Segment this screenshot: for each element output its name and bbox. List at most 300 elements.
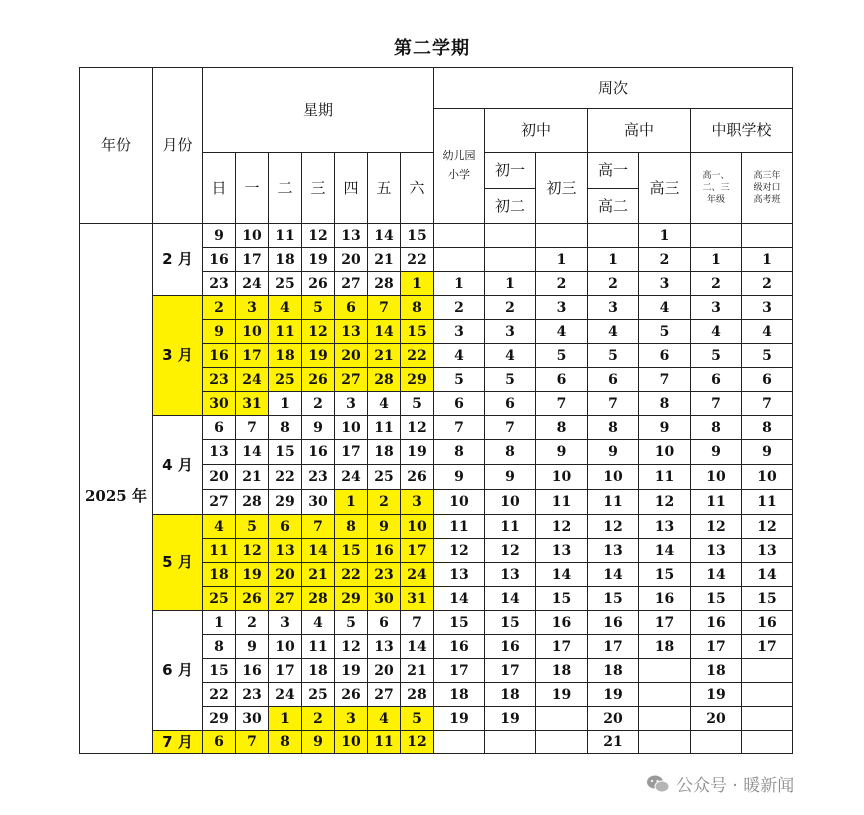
week-cell: 21 <box>588 731 639 754</box>
day-cell: 26 <box>302 272 335 296</box>
day-cell: 25 <box>269 272 302 296</box>
day-cell: 17 <box>401 539 434 563</box>
weekday-header: 日 <box>203 153 236 224</box>
day-cell: 16 <box>302 440 335 465</box>
week-cell: 1 <box>691 248 742 272</box>
week-cell: 17 <box>485 659 536 683</box>
week-cell: 1 <box>639 224 691 248</box>
week-cell: 7 <box>639 368 691 392</box>
week-cell: 5 <box>639 320 691 344</box>
day-cell: 5 <box>302 296 335 320</box>
week-cell: 14 <box>536 563 588 587</box>
week-cell <box>691 224 742 248</box>
day-cell: 11 <box>269 224 302 248</box>
week-cell: 15 <box>639 563 691 587</box>
week-cell: 12 <box>485 539 536 563</box>
day-cell: 12 <box>401 731 434 754</box>
day-cell: 17 <box>269 659 302 683</box>
day-cell: 9 <box>203 320 236 344</box>
day-cell: 9 <box>203 224 236 248</box>
week-cell: 17 <box>639 611 691 635</box>
week-cell <box>742 224 793 248</box>
day-cell: 15 <box>269 440 302 465</box>
day-cell: 2 <box>203 296 236 320</box>
weekday-header: 二 <box>269 153 302 224</box>
week-cell: 4 <box>588 320 639 344</box>
day-cell: 14 <box>236 440 269 465</box>
day-cell: 23 <box>302 465 335 490</box>
day-cell: 7 <box>236 416 269 440</box>
day-cell: 22 <box>401 344 434 368</box>
week-cell: 2 <box>742 272 793 296</box>
week-cell: 3 <box>639 272 691 296</box>
week-cell: 13 <box>691 539 742 563</box>
week-cell: 19 <box>485 707 536 731</box>
day-cell: 6 <box>203 731 236 754</box>
week-cell: 9 <box>536 440 588 465</box>
header-junior: 初中 <box>485 109 588 153</box>
day-cell: 9 <box>368 515 401 539</box>
week-cell: 9 <box>639 416 691 440</box>
week-cell: 15 <box>485 611 536 635</box>
week-cell: 5 <box>691 344 742 368</box>
day-cell: 4 <box>368 707 401 731</box>
day-cell: 19 <box>236 563 269 587</box>
week-cell <box>639 683 691 707</box>
week-cell: 8 <box>434 440 485 465</box>
day-cell: 29 <box>335 587 368 611</box>
week-cell: 14 <box>588 563 639 587</box>
month-label: 2 月 <box>153 224 203 296</box>
week-cell: 4 <box>536 320 588 344</box>
day-cell: 26 <box>236 587 269 611</box>
week-cell: 10 <box>639 440 691 465</box>
day-cell: 3 <box>401 490 434 515</box>
header-month: 月份 <box>153 68 203 224</box>
week-cell: 11 <box>639 465 691 490</box>
week-cell <box>485 224 536 248</box>
week-cell: 13 <box>485 563 536 587</box>
day-cell: 8 <box>269 416 302 440</box>
week-cell: 4 <box>434 344 485 368</box>
week-cell: 6 <box>485 392 536 416</box>
month-label: 5 月 <box>153 515 203 611</box>
day-cell: 25 <box>368 465 401 490</box>
week-cell: 5 <box>742 344 793 368</box>
week-cell: 13 <box>742 539 793 563</box>
week-cell: 10 <box>536 465 588 490</box>
day-cell: 30 <box>302 490 335 515</box>
week-cell: 19 <box>536 683 588 707</box>
week-cell: 9 <box>485 465 536 490</box>
month-label: 3 月 <box>153 296 203 416</box>
week-cell: 6 <box>742 368 793 392</box>
week-cell: 6 <box>691 368 742 392</box>
week-cell: 3 <box>588 296 639 320</box>
day-cell: 22 <box>203 683 236 707</box>
week-cell <box>639 731 691 754</box>
week-cell: 18 <box>536 659 588 683</box>
day-cell: 18 <box>203 563 236 587</box>
day-cell: 22 <box>401 248 434 272</box>
week-cell: 8 <box>691 416 742 440</box>
day-cell: 1 <box>401 272 434 296</box>
week-cell: 3 <box>742 296 793 320</box>
week-cell: 15 <box>691 587 742 611</box>
week-cell <box>639 707 691 731</box>
month-label: 4 月 <box>153 416 203 515</box>
week-cell: 11 <box>485 515 536 539</box>
week-cell: 2 <box>691 272 742 296</box>
day-cell: 14 <box>401 635 434 659</box>
week-cell: 7 <box>536 392 588 416</box>
day-cell: 1 <box>269 707 302 731</box>
day-cell: 28 <box>401 683 434 707</box>
day-cell: 15 <box>203 659 236 683</box>
weekday-header: 六 <box>401 153 434 224</box>
week-cell: 2 <box>536 272 588 296</box>
day-cell: 18 <box>269 248 302 272</box>
week-cell: 1 <box>434 272 485 296</box>
day-cell: 28 <box>368 368 401 392</box>
day-cell: 1 <box>269 392 302 416</box>
day-cell: 3 <box>236 296 269 320</box>
day-cell: 12 <box>302 224 335 248</box>
week-cell: 16 <box>536 611 588 635</box>
day-cell: 16 <box>368 539 401 563</box>
week-cell: 8 <box>639 392 691 416</box>
day-cell: 22 <box>335 563 368 587</box>
day-cell: 21 <box>236 465 269 490</box>
week-cell: 16 <box>434 635 485 659</box>
day-cell: 7 <box>401 611 434 635</box>
day-cell: 29 <box>401 368 434 392</box>
week-cell: 7 <box>588 392 639 416</box>
header-s3: 高三 <box>639 153 691 224</box>
day-cell: 23 <box>203 272 236 296</box>
day-cell: 13 <box>335 320 368 344</box>
week-cell: 12 <box>639 490 691 515</box>
week-cell: 16 <box>485 635 536 659</box>
week-cell: 10 <box>691 465 742 490</box>
day-cell: 8 <box>203 635 236 659</box>
week-cell: 5 <box>536 344 588 368</box>
day-cell: 24 <box>236 272 269 296</box>
week-cell: 7 <box>691 392 742 416</box>
week-cell: 6 <box>536 368 588 392</box>
day-cell: 2 <box>236 611 269 635</box>
day-cell: 25 <box>203 587 236 611</box>
day-cell: 6 <box>335 296 368 320</box>
week-cell <box>536 224 588 248</box>
weekday-header: 五 <box>368 153 401 224</box>
week-cell: 12 <box>742 515 793 539</box>
week-cell: 7 <box>485 416 536 440</box>
day-cell: 16 <box>203 344 236 368</box>
week-cell: 2 <box>639 248 691 272</box>
day-cell: 26 <box>401 465 434 490</box>
day-cell: 10 <box>401 515 434 539</box>
day-cell: 8 <box>269 731 302 754</box>
week-cell: 3 <box>536 296 588 320</box>
day-cell: 23 <box>368 563 401 587</box>
month-label: 7 月 <box>153 731 203 754</box>
header-g7: 初一 <box>485 153 536 189</box>
day-cell: 10 <box>335 416 368 440</box>
week-cell <box>485 731 536 754</box>
week-cell <box>434 224 485 248</box>
week-cell: 1 <box>588 248 639 272</box>
day-cell: 13 <box>203 440 236 465</box>
day-cell: 17 <box>236 248 269 272</box>
week-cell: 4 <box>691 320 742 344</box>
day-cell: 9 <box>302 731 335 754</box>
day-cell: 28 <box>368 272 401 296</box>
day-cell: 28 <box>236 490 269 515</box>
day-cell: 21 <box>302 563 335 587</box>
day-cell: 11 <box>269 320 302 344</box>
week-cell: 7 <box>434 416 485 440</box>
day-cell: 11 <box>368 416 401 440</box>
week-cell: 17 <box>691 635 742 659</box>
weekday-header: 四 <box>335 153 368 224</box>
year-label: 2025 年 <box>80 224 153 754</box>
week-cell: 13 <box>639 515 691 539</box>
week-cell: 14 <box>691 563 742 587</box>
week-cell <box>434 248 485 272</box>
week-cell <box>536 731 588 754</box>
day-cell: 28 <box>302 587 335 611</box>
wechat-icon <box>646 774 670 794</box>
day-cell: 27 <box>335 368 368 392</box>
day-cell: 13 <box>335 224 368 248</box>
day-cell: 1 <box>335 490 368 515</box>
day-cell: 2 <box>302 392 335 416</box>
week-cell: 9 <box>691 440 742 465</box>
day-cell: 17 <box>335 440 368 465</box>
week-cell: 12 <box>434 539 485 563</box>
week-cell: 15 <box>742 587 793 611</box>
weekday-header: 三 <box>302 153 335 224</box>
week-cell: 4 <box>639 296 691 320</box>
day-cell: 24 <box>236 368 269 392</box>
day-cell: 25 <box>302 683 335 707</box>
day-cell: 15 <box>401 224 434 248</box>
day-cell: 30 <box>368 587 401 611</box>
day-cell: 4 <box>368 392 401 416</box>
day-cell: 6 <box>203 416 236 440</box>
day-cell: 22 <box>269 465 302 490</box>
day-cell: 20 <box>269 563 302 587</box>
week-cell: 6 <box>639 344 691 368</box>
day-cell: 1 <box>203 611 236 635</box>
week-cell: 19 <box>588 683 639 707</box>
day-cell: 9 <box>302 416 335 440</box>
week-cell: 12 <box>691 515 742 539</box>
week-cell <box>742 683 793 707</box>
week-cell: 10 <box>742 465 793 490</box>
page-title: 第二学期 <box>394 38 470 59</box>
week-cell: 18 <box>434 683 485 707</box>
week-cell: 16 <box>588 611 639 635</box>
day-cell: 11 <box>302 635 335 659</box>
day-cell: 6 <box>368 611 401 635</box>
day-cell: 10 <box>236 320 269 344</box>
week-cell: 3 <box>485 320 536 344</box>
week-cell: 16 <box>639 587 691 611</box>
week-cell: 14 <box>639 539 691 563</box>
day-cell: 27 <box>203 490 236 515</box>
day-cell: 4 <box>269 296 302 320</box>
day-cell: 14 <box>302 539 335 563</box>
header-week-group: 周次 <box>434 68 793 109</box>
day-cell: 18 <box>269 344 302 368</box>
day-cell: 6 <box>269 515 302 539</box>
week-cell: 16 <box>742 611 793 635</box>
day-cell: 27 <box>269 587 302 611</box>
day-cell: 14 <box>368 320 401 344</box>
week-cell: 11 <box>588 490 639 515</box>
day-cell: 19 <box>302 248 335 272</box>
day-cell: 27 <box>368 683 401 707</box>
week-cell: 18 <box>691 659 742 683</box>
week-cell: 17 <box>742 635 793 659</box>
day-cell: 19 <box>335 659 368 683</box>
day-cell: 5 <box>236 515 269 539</box>
week-cell: 6 <box>588 368 639 392</box>
watermark <box>646 771 794 796</box>
week-cell: 17 <box>536 635 588 659</box>
week-cell <box>485 248 536 272</box>
day-cell: 20 <box>368 659 401 683</box>
day-cell: 2 <box>368 490 401 515</box>
week-cell: 19 <box>691 683 742 707</box>
day-cell: 26 <box>302 368 335 392</box>
calendar-table <box>79 67 793 754</box>
week-cell: 8 <box>588 416 639 440</box>
day-cell: 14 <box>368 224 401 248</box>
day-cell: 12 <box>401 416 434 440</box>
day-cell: 5 <box>335 611 368 635</box>
week-cell <box>742 707 793 731</box>
day-cell: 27 <box>335 272 368 296</box>
week-cell: 3 <box>434 320 485 344</box>
day-cell: 11 <box>203 539 236 563</box>
week-cell: 4 <box>742 320 793 344</box>
week-cell: 8 <box>485 440 536 465</box>
day-cell: 10 <box>335 731 368 754</box>
week-cell: 3 <box>691 296 742 320</box>
day-cell: 24 <box>269 683 302 707</box>
day-cell: 19 <box>401 440 434 465</box>
week-cell: 20 <box>691 707 742 731</box>
day-cell: 31 <box>236 392 269 416</box>
week-cell: 13 <box>434 563 485 587</box>
day-cell: 5 <box>401 392 434 416</box>
day-cell: 24 <box>401 563 434 587</box>
week-cell: 2 <box>588 272 639 296</box>
day-cell: 7 <box>236 731 269 754</box>
week-cell: 7 <box>742 392 793 416</box>
header-vocational: 中职学校 <box>691 109 793 153</box>
day-cell: 13 <box>269 539 302 563</box>
day-cell: 23 <box>236 683 269 707</box>
day-cell: 21 <box>368 344 401 368</box>
day-cell: 2 <box>302 707 335 731</box>
day-cell: 20 <box>335 344 368 368</box>
day-cell: 3 <box>335 392 368 416</box>
day-cell: 29 <box>269 490 302 515</box>
watermark-text: 公众号 · 暖新闻 <box>676 776 795 796</box>
week-cell: 4 <box>485 344 536 368</box>
header-year: 年份 <box>80 68 153 224</box>
header-voc-a: 高一、 二、三 年级 <box>691 153 742 224</box>
header-kinder: 幼儿园 小学 <box>434 109 485 224</box>
day-cell: 15 <box>401 320 434 344</box>
day-cell: 7 <box>368 296 401 320</box>
day-cell: 3 <box>335 707 368 731</box>
day-cell: 21 <box>368 248 401 272</box>
day-cell: 26 <box>335 683 368 707</box>
week-cell: 10 <box>434 490 485 515</box>
day-cell: 24 <box>335 465 368 490</box>
day-cell: 20 <box>203 465 236 490</box>
day-cell: 8 <box>401 296 434 320</box>
week-cell: 8 <box>742 416 793 440</box>
week-cell: 5 <box>434 368 485 392</box>
week-cell: 1 <box>485 272 536 296</box>
day-cell: 17 <box>236 344 269 368</box>
week-cell: 1 <box>536 248 588 272</box>
week-cell: 13 <box>536 539 588 563</box>
header-g8: 初二 <box>485 189 536 224</box>
week-cell <box>639 659 691 683</box>
week-cell: 17 <box>434 659 485 683</box>
day-cell: 15 <box>335 539 368 563</box>
week-cell <box>742 731 793 754</box>
week-cell: 9 <box>434 465 485 490</box>
week-cell: 2 <box>485 296 536 320</box>
week-cell: 15 <box>536 587 588 611</box>
day-cell: 19 <box>302 344 335 368</box>
day-cell: 9 <box>236 635 269 659</box>
day-cell: 13 <box>368 635 401 659</box>
week-cell: 17 <box>588 635 639 659</box>
week-cell: 2 <box>434 296 485 320</box>
week-cell: 1 <box>742 248 793 272</box>
day-cell: 4 <box>302 611 335 635</box>
day-cell: 5 <box>401 707 434 731</box>
day-cell: 16 <box>236 659 269 683</box>
week-cell: 11 <box>691 490 742 515</box>
week-cell: 18 <box>639 635 691 659</box>
day-cell: 18 <box>302 659 335 683</box>
week-cell: 11 <box>742 490 793 515</box>
week-cell: 15 <box>588 587 639 611</box>
day-cell: 21 <box>401 659 434 683</box>
week-cell: 12 <box>536 515 588 539</box>
week-cell: 18 <box>588 659 639 683</box>
week-cell: 11 <box>434 515 485 539</box>
week-cell <box>536 707 588 731</box>
week-cell: 10 <box>485 490 536 515</box>
week-cell: 18 <box>485 683 536 707</box>
day-cell: 12 <box>236 539 269 563</box>
day-cell: 3 <box>269 611 302 635</box>
week-cell: 14 <box>434 587 485 611</box>
day-cell: 8 <box>335 515 368 539</box>
week-cell: 9 <box>742 440 793 465</box>
